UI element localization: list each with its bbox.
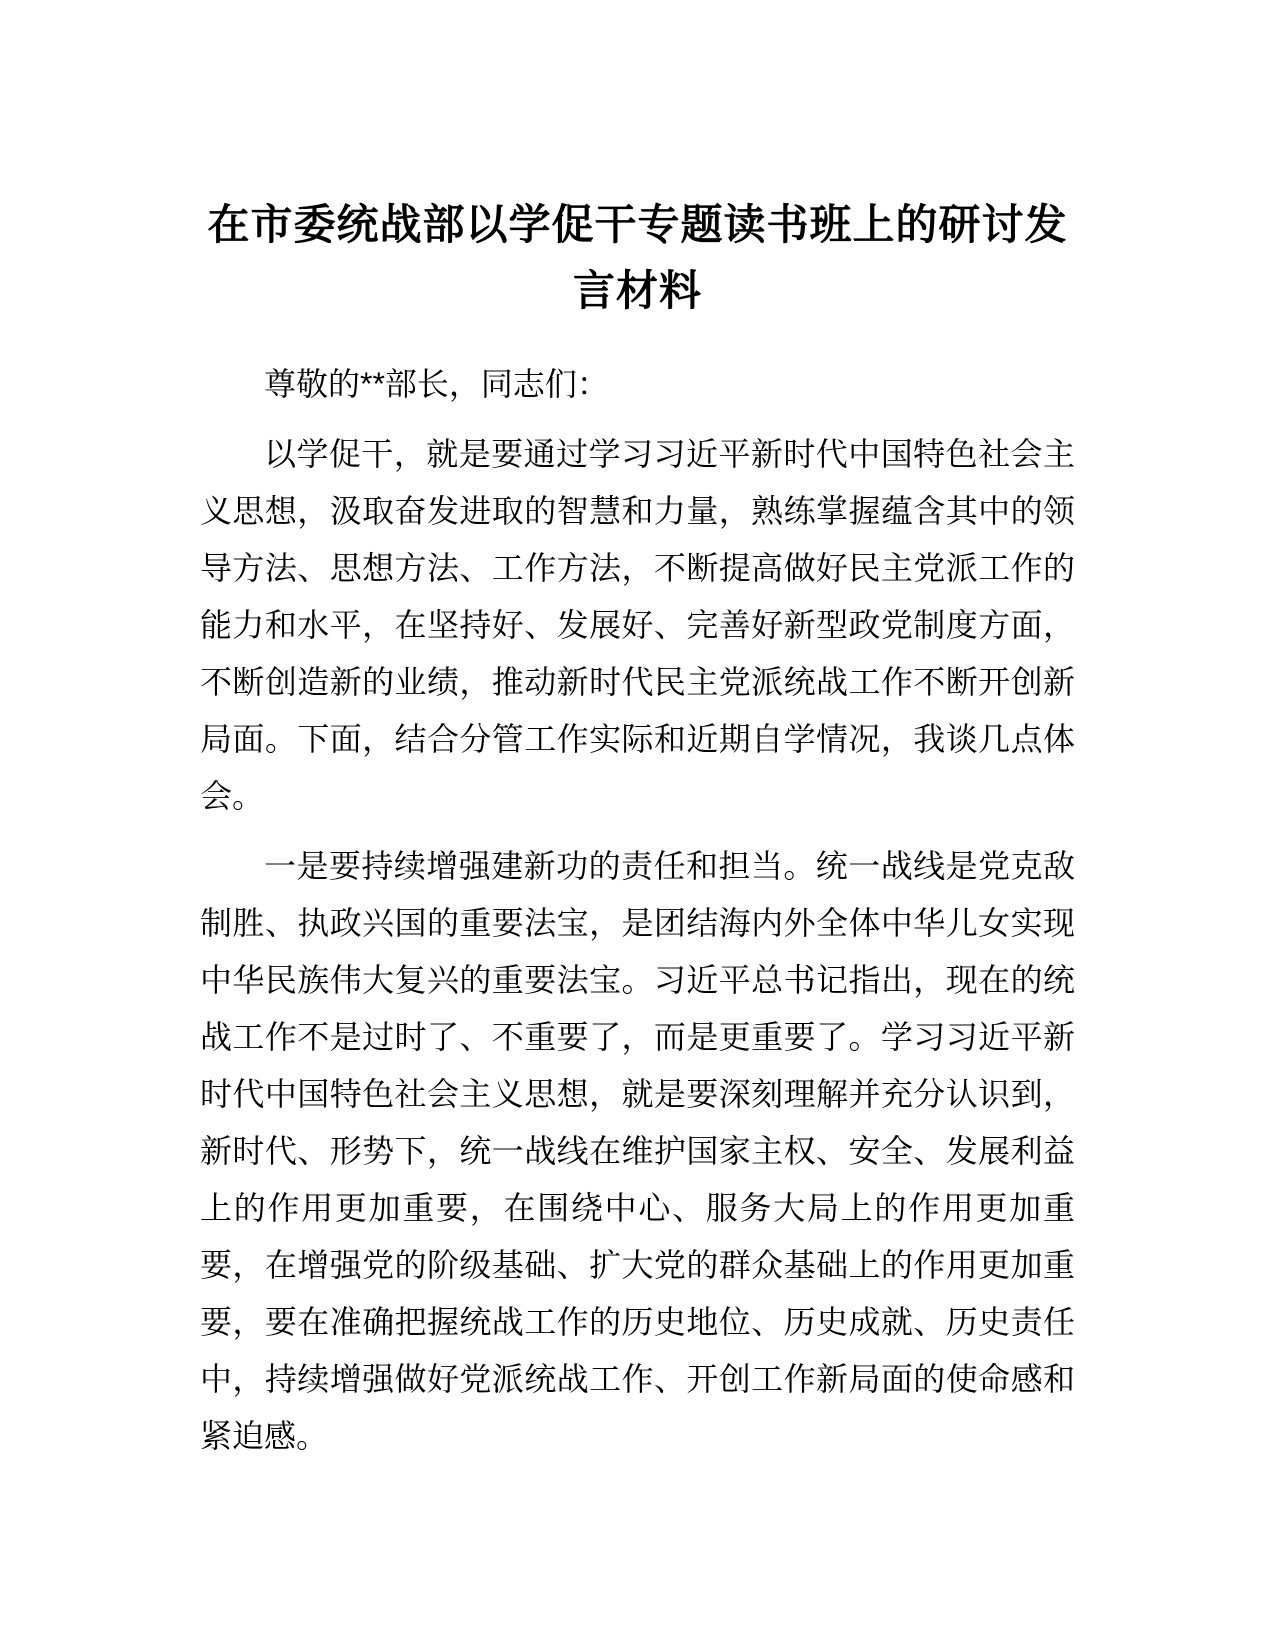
body-paragraph: 一是要持续增强建新功的责任和担当。统一战线是党克敌制胜、执政兴国的重要法宝，是团结海内外全体中华儿女实现中华民族伟大复兴的重要法宝。习近平总书记指出，现在的统战工作不是过时了、不重要了，而是更重要了。学习习近平新时代中国特色社会主义思想，就是要深刻理解并充分认识到，新时代、形势下，统一战线在维护国家主权、安全、发展利益上的作用更加重要，在围绕中心、服务大局上的作用更加重要，在增强党的阶级基础、扩大党的群众基础上的作用更加重要，要在准确把握统战工作的历史地位、历史成就、历史责任中，持续增强做好党派统战工作、开创工作新局面的使命感和紧迫感。: [200, 848, 1075, 1454]
salutation-paragraph: 尊敬的**部长，同志们：: [264, 366, 609, 402]
body-paragraph: 以学促干，就是要通过学习习近平新时代中国特色社会主义思想，汲取奋发进取的智慧和力量，熟练掌握蕴含其中的领导方法、思想方法、工作方法，不断提高做好民主党派工作的能力和水平，在坚持好、发展好、完善好新型政党制度方面，不断创造新的业绩，推动新时代民主党派统战工作不断开创新局面。下面，结合分管工作实际和近期自学情况，我谈几点体会。: [200, 436, 1075, 814]
document-title: 在市委统战部以学促干专题读书班上的研讨发言材料: [207, 201, 1068, 314]
